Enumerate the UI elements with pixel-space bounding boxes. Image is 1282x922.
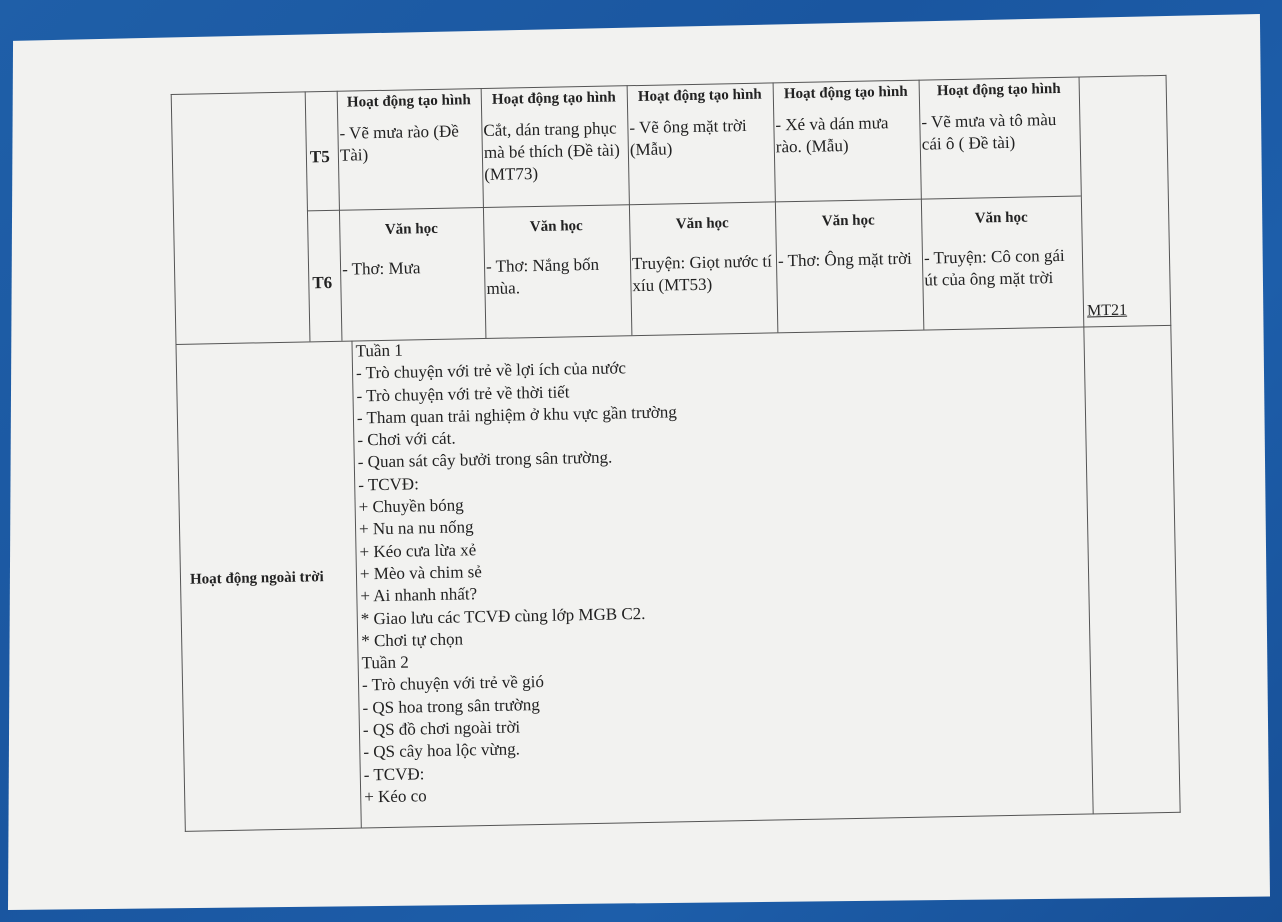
cell-body: - Truyện: Cô con gái út của ông mặt trời (923, 245, 1065, 290)
cell-body: - Thơ: Nắng bốn mùa. (485, 254, 600, 298)
t6-cell-2 (485, 215, 629, 300)
cell-body: - Vẽ mưa và tô màu cái ô ( Đề tài) (921, 109, 1057, 154)
list-item: - Trò chuyện với trẻ về lợi ích của nước (355, 358, 627, 383)
cell-heading: Văn học (821, 212, 875, 230)
t6-cell-5 (923, 207, 1081, 292)
cell-body: - Vẽ mưa rào (Đề Tài) (339, 121, 459, 165)
list-item: - Chơi với cát. (357, 428, 456, 450)
column-divider-target (1079, 77, 1094, 815)
cell-body: Truyện: Giọt nước tí xíu (MT53) (631, 251, 773, 296)
cell-body: - Vẽ ông mặt trời (Mẫu) (629, 115, 747, 160)
list-item: + Kéo cưa lừa xẻ (359, 539, 477, 562)
cell-heading: Hoạt động tạo hình (491, 89, 616, 108)
outdoor-label: Hoạt động ngoài trời (189, 569, 324, 588)
list-item: + Chuyền bóng (358, 495, 464, 517)
schedule-table (170, 39, 1181, 832)
list-item: - Quan sát cây bưởi trong sân trường. (357, 448, 613, 472)
list-item: - Trò chuyện với trẻ về thời tiết (356, 381, 570, 406)
t5-cell-2 (483, 87, 627, 186)
list-item: - Tham quan trải nghiệm ở khu vực gần trường (356, 402, 677, 428)
cell-heading: Văn học (974, 209, 1028, 227)
cell-heading: Hoạt động tạo hình (637, 86, 762, 106)
t5-cell-1 (339, 90, 480, 167)
t6-cell-4 (777, 210, 920, 273)
t6-cell-3 (631, 212, 775, 297)
list-item: - TCVĐ: (358, 474, 420, 495)
t5-cell-4 (775, 82, 918, 159)
list-item: * Chơi tự chọn (361, 629, 464, 651)
t5-cell-3 (629, 84, 772, 161)
target-code: MT21 (1086, 301, 1128, 320)
t6-cell-1 (341, 218, 482, 281)
list-item: Tuần 2 (361, 652, 409, 673)
list-item: - TCVĐ: (363, 763, 425, 785)
list-item: * Giao lưu các TCVĐ cùng lớp MGB C2. (360, 603, 646, 629)
list-item: + Kéo co (364, 786, 427, 807)
list-item: + Mèo và chim sẻ (359, 562, 483, 584)
row-code-t5: T5 (309, 146, 330, 167)
list-item: - QS đồ chơi ngoài trời (362, 717, 521, 740)
list-item: - QS cây hoa lộc vừng. (363, 739, 521, 762)
cell-heading: Văn học (384, 220, 438, 238)
list-item: - QS hoa trong sân trường (362, 694, 540, 718)
column-divider-code-left (305, 91, 311, 341)
outdoor-activity-list (355, 334, 684, 808)
list-item: Tuần 1 (355, 340, 403, 361)
cell-heading: Hoạt động tạo hình (936, 80, 1061, 100)
row-code-t6: T6 (312, 272, 333, 293)
cell-body: - Xé và dán mưa rào. (Mẫu) (775, 113, 889, 157)
cell-heading: Hoạt động tạo hình (346, 92, 471, 111)
list-item: - Trò chuyện với trẻ về gió (361, 672, 545, 695)
cell-body: - Thơ: Mưa (341, 258, 421, 279)
row-divider-code (307, 210, 339, 212)
list-item: + Ai nhanh nhất? (360, 584, 478, 606)
list-item: + Nu na nu nống (358, 517, 474, 539)
cell-body: - Thơ: Ông mặt trời (777, 248, 912, 271)
cell-body: Cắt, dán trang phục mà bé thích (Đề tài) (MT73) (483, 118, 620, 184)
cell-heading: Văn học (529, 218, 583, 236)
t5-cell-5 (921, 79, 1078, 156)
cell-heading: Văn học (675, 215, 729, 233)
cell-heading: Hoạt động tạo hình (783, 83, 908, 103)
